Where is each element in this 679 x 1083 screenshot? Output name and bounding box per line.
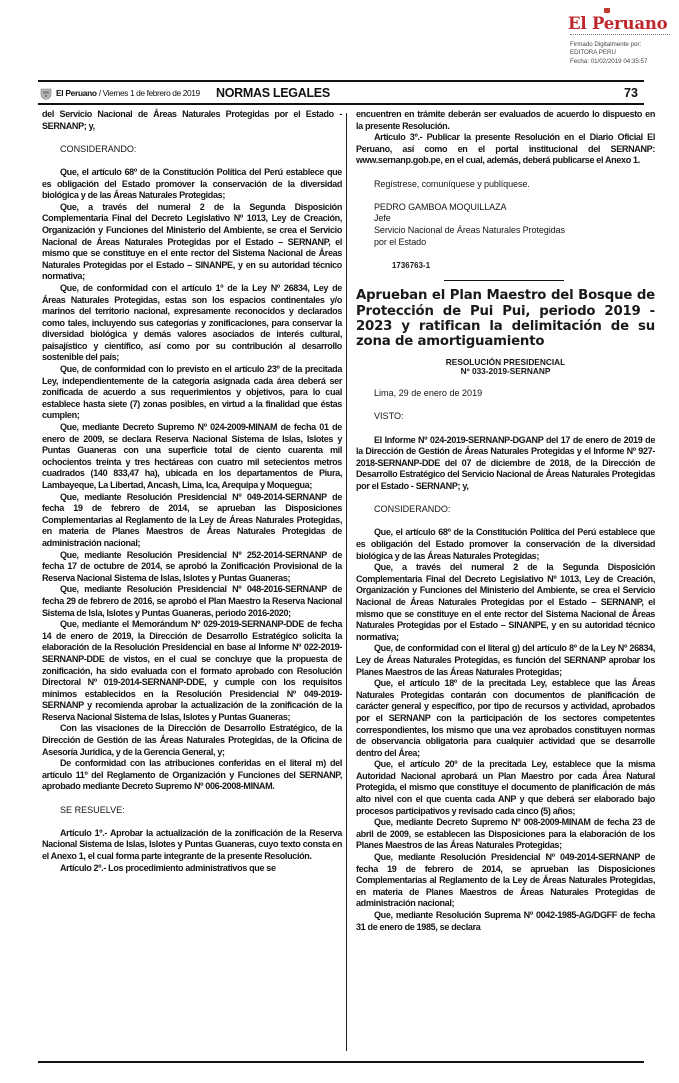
paragraph: Que, mediante Resolución Suprema Nº 0042-1985-AG/DGFF de fecha 31 de enero de 1985, se declara xyxy=(356,910,655,932)
paragraph: Que, mediante Resolución Presidencial Nº 048-2016-SERNANP de fecha 29 de febrero de 2016, se aprobó el Plan Maestro la Reserva Nacional Sistema de Isla, Islotes y Puntas Guaneras, periodo 2016-2020; xyxy=(42,584,342,618)
paragraph: Que, de conformidad con lo previsto en el artículo 23º de la precitada Ley, independientemente de la categoría asignada cada área deberá ser zonificada de acuerdo a sus requerimientos y objetivos, para lo cual establece hasta siete (7) zonas posibles, en virtud a la finalidad que éstas cumplen; xyxy=(42,364,342,421)
coat-of-arms-icon xyxy=(604,8,610,13)
considerando-heading: CONSIDERANDO: xyxy=(374,504,451,515)
article-text: Publicar la presente Resolución en el Diario Oficial El Peruano, así como en el portal institucional del SERNANP: www.sernanp.gob.pe, en el cual, además, deberá publicarse el Anexo 1. xyxy=(356,132,655,166)
visto-heading: VISTO: xyxy=(374,411,404,422)
paragraph: Que, mediante el Memorándum Nº 029-2019-SERNANP-DDE de fecha 14 de enero de 2019, la Dirección de Desarrollo Estratégico solicita la elaboración de la Resolución Presidencial en base al Informe Nº 022-2019-SERNANP-DDE de vistos, en el cual se concluye que la propuesta de zonificación, ha sido evaluada con el formato aprobado con Resolución Directoral Nº 019-2014-SERNANP-DDE, y cumple con los requisitos mínimos establecidos en la Resolución Presidencial Nº 049-2019-SERNANP y recomienda aprobar la actualización de la zonificación de la Reserva Nacional Sistema de Islas, Islotes y Puntas Guaneras; xyxy=(42,619,342,722)
paragraph: Que, mediante Resolución Presidencial Nº 252-2014-SERNANP de fecha 17 de octubre de 2014, se aprobó la Zonificación Provisional de la Reserva Nacional Sistema de Islas, Islotes y Puntas Guaneras; xyxy=(42,549,342,583)
paragraph: Que, mediante Resolución Presidencial Nº 049-2014-SERNANP de fecha 19 de febrero de 2014, se aprueban las Disposiciones Complementarias al Reglamento de la Ley de Áreas Naturales Protegidas, en materia de Planes Maestros de Áreas Naturales Protegidas de administración nacional; xyxy=(42,491,342,548)
article-label: Artículo 2º.- xyxy=(60,862,107,873)
section-separator xyxy=(444,280,564,281)
signer-organization: Servicio Nacional de Áreas Naturales Protegidas xyxy=(374,224,565,235)
se-resuelve-heading: SE RESUELVE: xyxy=(60,804,125,815)
notice-code: 1736763-1 xyxy=(392,260,431,270)
signature-line: EDITORA PERU xyxy=(570,49,616,57)
signer-organization: por el Estado xyxy=(374,236,427,247)
paragraph: Que, el artículo 68º de la Constitución Política del Perú establece que es obligación del Estado promover la conservación de la diversidad biológica y de las Áreas Naturales Protegidas; xyxy=(356,527,655,561)
paragraph: De conformidad con las atribuciones conferidas en el literal m) del artículo 11º del Reglamento de Organización y Funciones del SERNANP, aprobado mediante Decreto Supremo Nº 006-2008-MINAM. xyxy=(42,758,342,792)
paragraph: Que, a través del numeral 2 de la Segunda Disposición Complementaria Final del Decreto Legislativo Nº 1013, Ley de Creación, Organización y Funciones del Ministerio del Ambiente, se crea el Servicio Nacional de Áreas Naturales Protegidas por el Estado – SERNANP, el mismo que se constituye en el ente rector del Sistema Nacional de Áreas Naturales Protegidas por el Estado – SINANPE, y en su autoridad técnico normativa; xyxy=(42,201,342,282)
article-label: Artículo 1º.- xyxy=(60,827,108,838)
article-text: Aprobar la actualización de la zonificación de la Reserva Nacional Sistema de Islas, Islotes y Puntas Guaneras, cuyo texto consta en el Anexo 1, el cual forma parte integrante de la presente Resolución. xyxy=(42,827,342,861)
paragraph: Que, el artículo 68º de la Constitución Política del Perú establece que es obligación del Estado promover la conservación de la diversidad biológica y de las Áreas Naturales Protegidas; xyxy=(42,166,342,201)
paragraph: El Informe Nº 024-2019-SERNANP-DGANP del 17 de enero de 2019 de la Dirección de Gestión de Áreas Naturales Protegidas y el Informe Nº 927-2018-SERNANP-DDE del 07 de diciembre de 2018, de la Dirección de Desarrollo Estratégico del Servicio Nacional de Áreas Naturales Protegidas por el Estado - SERNANP; y, xyxy=(356,434,655,492)
paragraph: Que, a través del numeral 2 de la Segunda Disposición Complementaria Final del Decreto Legislativo Nº 1013, Ley de Creación, Organización y Funciones del Ministerio del Ambiente, se crea el Servicio Nacional de Áreas Naturales Protegidas por el Estado – SERNANP, el mismo que se constituye en el ente rector del Sistema Nacional de Áreas Naturales Protegidas por el Estado – SINANPE, y en su autoridad técnico normativa; xyxy=(356,562,655,642)
resolution-type: RESOLUCIÓN PRESIDENCIAL xyxy=(445,356,566,367)
page-number: 73 xyxy=(624,86,638,100)
footer-rule xyxy=(38,1061,644,1063)
article-label: Artículo 3º.- xyxy=(374,132,423,143)
running-header-left xyxy=(40,85,200,101)
article-1 xyxy=(42,828,342,863)
signer-name: PEDRO GAMBOA MOQUILLAZA xyxy=(374,201,507,212)
paragraph: Que, mediante Decreto Supremo Nº 024-2009-MINAM de fecha 01 de enero de 2009, se declara Reserva Nacional Sistema de Islas, Islotes y Puntas Guaneras con una superficie total de ciento cuarenta mil ochocientos treinta y tres hectáreas con cuatro mil setecientos metros cuadrados (140 833,47 ha), ubicada en los departamentos de Piura, Lambayeque, La Libertad, Ancash, Lima, Ica, Arequipa y Moquegua; xyxy=(42,422,342,490)
article-headline: Aprueban el Plan Maestro del Bosque de Protección de Pui Pui, periodo 2019 - 2023 y ratifican la delimitación de su zona de amortiguamiento xyxy=(356,288,655,350)
article-2 xyxy=(42,863,342,875)
paragraph: Que, de conformidad con el artículo 1º de la Ley Nº 26834, Ley de Áreas Naturales Protegidas, estas son los espacios continentales y/o marinos del territorio nacional, expresamente reconocidos y declarados como tales, incluyendo sus categorías y zonificaciones, para conservar la diversidad biológica y demás valores asociados de interés cultural, paisajístico y científico, así como por su contribución al desarrollo sostenible del país; xyxy=(42,282,342,363)
paragraph: encuentren en trámite deberán ser evaluados de acuerdo lo dispuesto en la presente Resolución. xyxy=(356,109,655,131)
considerando-heading: CONSIDERANDO: xyxy=(60,143,137,154)
paragraph: Que, de conformidad con el literal g) del artículo 8º de la Ley Nº 26834, Ley de Áreas Naturales Protegidas, es función del SERNANP aprobar los Planes Maestros de las Áreas Naturales Protegidas; xyxy=(356,643,655,677)
article-3 xyxy=(356,132,655,167)
header-rule-bottom xyxy=(38,103,644,105)
signature-line: Fecha: 01/02/2019 04:35:57 xyxy=(570,57,648,65)
article-text: Los procedimiento administrativos que se xyxy=(106,862,276,873)
signature-line: Firmado Digitalmente por: xyxy=(570,41,642,48)
digital-signature xyxy=(570,41,647,66)
left-column xyxy=(42,109,342,874)
paragraph: Que, el artículo 20º de la precitada Ley, establece que la misma Autoridad Nacional aprobará un Plan Maestro por cada Área Natural Protegida, el mismo que constituye el documento de planificación de más alto nivel con el que cuenta cada ANP y que deberá ser elaborado bajo procesos participativos y revisado cada cinco (5) años; xyxy=(356,759,655,816)
section-title: NORMAS LEGALES xyxy=(216,86,330,100)
paragraph: Que, el artículo 18º de la precitada Ley, establece que las Áreas Naturales Protegidas contarán con documentos de planificación de carácter general y específico, por tipo de recursos y actividad, aprobados por el SERNANP con la participación de los sectores competentes correspondientes, los mismo que una vez aprobados constituyen normas de observancia obligatoria para cualquier actividad que se desarrolle dentro del Área; xyxy=(356,678,655,758)
logo-tagline-rule xyxy=(570,34,670,36)
issue-date: / Viernes 1 de febrero de 2019 xyxy=(98,88,200,98)
paragraph: Con las visaciones de la Dirección de Desarrollo Estratégico, de la Dirección de Gestión de las Áreas Naturales Protegidas, de la Oficina de Asesoría Jurídica, y de la Gerencia General, y; xyxy=(42,723,342,757)
paper-name: El Peruano xyxy=(56,88,97,98)
right-column xyxy=(356,109,655,933)
header-rule-top xyxy=(38,80,644,82)
paragraph: del Servicio Nacional de Áreas Naturales Protegidas por el Estado - SERNANP; y, xyxy=(42,109,342,131)
paragraph: Que, mediante Decreto Supremo Nº 008-2009-MINAM de fecha 23 de abril de 2009, se establecen las Disposiciones para la elaboración de los Planes Maestros de las Áreas Naturales Protegidas; xyxy=(356,817,655,851)
column-divider xyxy=(346,113,347,1051)
peru-crest-icon xyxy=(40,87,52,100)
signer-title: Jefe xyxy=(374,213,391,224)
paragraph: Que, mediante Resolución Presidencial Nº 049-2014-SERNANP de fecha 19 de febrero de 2014, se aprueban las Disposiciones Complementarias al Reglamento de la Ley de Áreas Naturales Protegidas, en materia de Planes Maestros de Áreas Naturales Protegidas de administración nacional; xyxy=(356,852,655,909)
resolution-heading xyxy=(356,358,655,377)
closing-formula: Regístrese, comuníquese y publíquese. xyxy=(374,178,530,189)
place-date: Lima, 29 de enero de 2019 xyxy=(374,388,483,399)
newspaper-logo: El Peruano xyxy=(568,14,668,33)
resolution-number: Nº 033-2019-SERNANP xyxy=(460,366,551,377)
